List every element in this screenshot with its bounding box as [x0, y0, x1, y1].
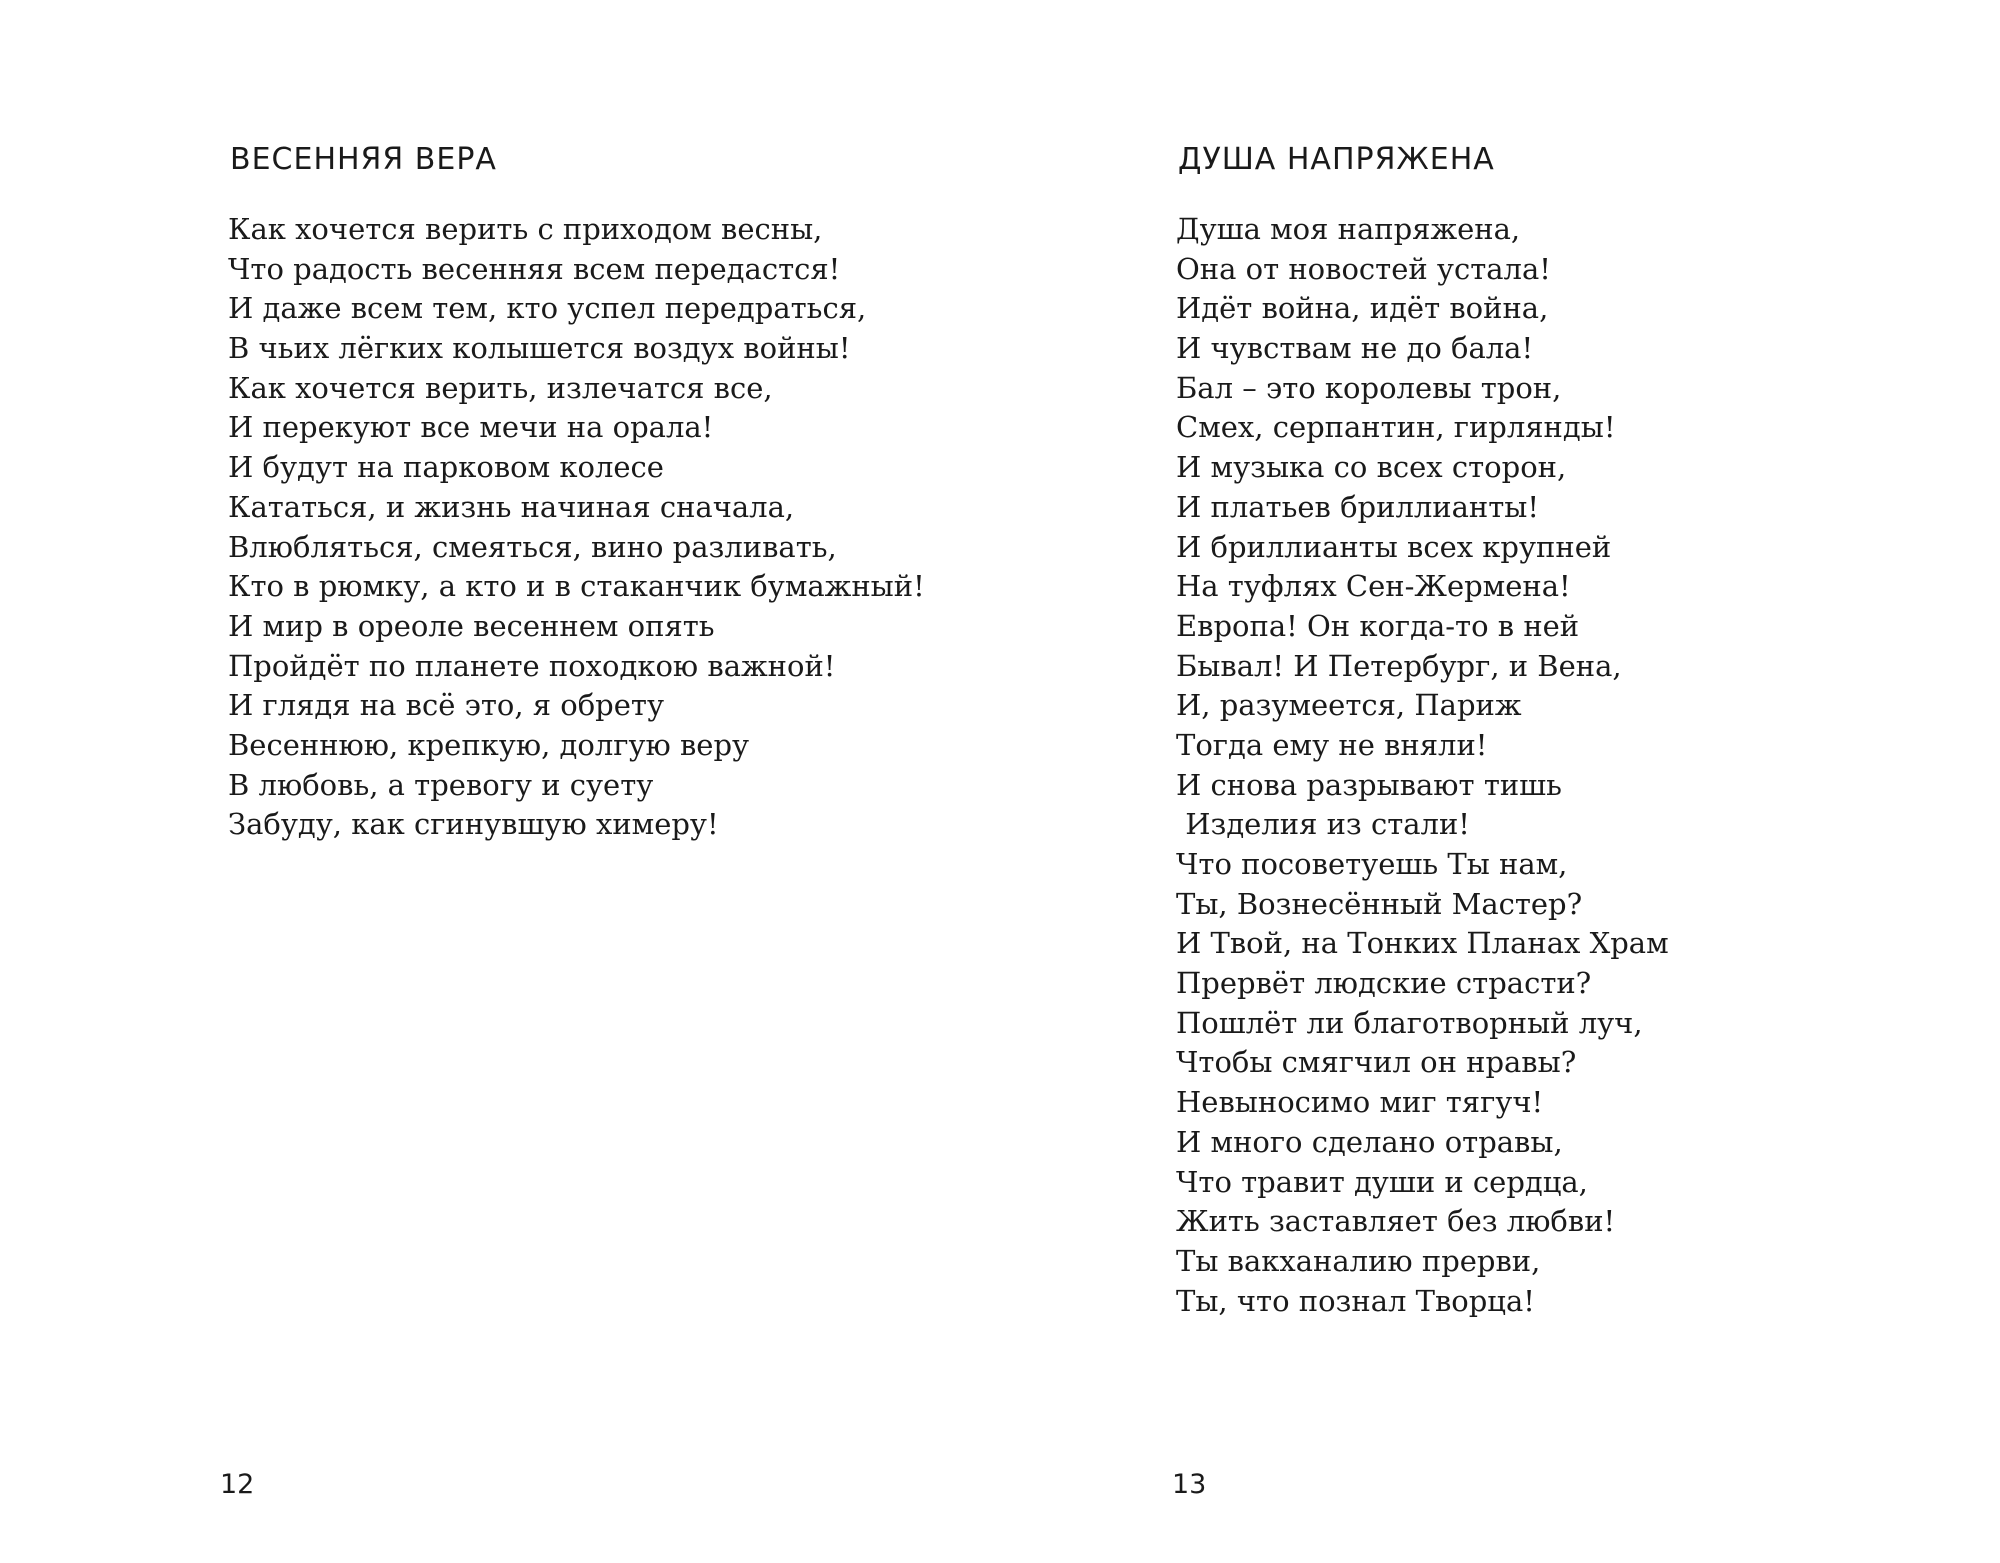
poem-line: Бал – это королевы трон, [1176, 370, 1562, 405]
poem-line: И чувствам не до бала! [1176, 331, 1534, 366]
poem-line: Как хочется верить, излечатся все, [228, 370, 773, 405]
poem-line: Невыносимо миг тягуч! [1176, 1085, 1544, 1120]
poem-title: ДУША НАПРЯЖЕНА [1178, 142, 1495, 177]
poem-line: И Твой, на Тонких Планах Храм [1176, 926, 1669, 961]
poem-line: Как хочется верить с приходом весны, [228, 212, 823, 246]
poem-line: Что посоветуешь Ты нам, [1176, 847, 1568, 881]
poem-line: Ты, Вознесённый Мастер? [1176, 886, 1583, 921]
poem-line: И глядя на всё это, я обрету [228, 688, 665, 723]
poem-line: И даже всем тем, кто успел передраться, [228, 291, 867, 326]
poem-line: Весеннюю, крепкую, долгую веру [228, 727, 750, 762]
poem-line: Жить заставляет без любви! [1176, 1204, 1616, 1239]
poem-line: Чтобы смягчил он нравы? [1176, 1045, 1577, 1080]
poem-line: Душа моя напряжена, [1176, 212, 1521, 246]
poem-line: Ты вакханалию прерви, [1176, 1243, 1541, 1278]
poem-line: Тогда ему не вняли! [1176, 727, 1488, 762]
poem-line: Изделия из стали! [1176, 807, 1470, 842]
poem-line: И, разумеется, Париж [1176, 688, 1522, 723]
poem-line: Кто в рюмку, а кто и в стаканчик бумажный! [228, 569, 925, 604]
poem-line: Влюбляться, смеяться, вино разливать, [228, 529, 837, 564]
poem-line: Бывал! И Петербург, и Вена, [1176, 648, 1622, 683]
poem-line: И будут на парковом колесе [228, 450, 664, 485]
page-number: 12 [220, 1469, 255, 1500]
poem-line: И много сделано отравы, [1176, 1124, 1563, 1159]
poem-line: Идёт война, идёт война, [1176, 291, 1549, 326]
poem-line: Пройдёт по планете походкою важной! [228, 648, 836, 683]
poem-line: Смех, серпантин, гирлянды! [1176, 410, 1616, 445]
right-page [1000, 0, 2000, 1563]
poem-line: Ты, что познал Творца! [1176, 1283, 1535, 1318]
poem-line: Кататься, и жизнь начиная сначала, [228, 489, 795, 524]
poem-line: И мир в ореоле весеннем опять [228, 608, 715, 643]
poem-text [228, 210, 925, 845]
poem-line: И музыка со всех сторон, [1176, 450, 1567, 485]
poem-line: Европа! Он когда-то в ней [1176, 608, 1580, 643]
poem-text [1176, 210, 1669, 1321]
poem-line: В любовь, а тревогу и суету [228, 767, 654, 802]
poem-line: Пошлёт ли благотворный луч, [1176, 1005, 1643, 1040]
poem-line: Забуду, как сгинувшую химеру! [228, 807, 719, 842]
poem-line: И снова разрывают тишь [1176, 767, 1562, 802]
poem-line: И перекуют все мечи на орала! [228, 410, 714, 445]
poem-line: Она от новостей устала! [1176, 251, 1551, 286]
poem-line: Что радость весенняя всем передастся! [228, 251, 841, 286]
poem-line: И бриллианты всех крупней [1176, 529, 1612, 564]
poem-line: Прервёт людские страсти? [1176, 966, 1592, 1001]
poem-line: Что травит души и сердца, [1176, 1164, 1588, 1199]
poem-title: ВЕСЕННЯЯ ВЕРА [230, 142, 497, 177]
poem-line: На туфлях Сен-Жермена! [1176, 569, 1571, 604]
poem-line: В чьих лёгких колышется воздух войны! [228, 331, 851, 366]
poem-line: И платьев бриллианты! [1176, 489, 1540, 524]
page-number: 13 [1172, 1469, 1207, 1500]
